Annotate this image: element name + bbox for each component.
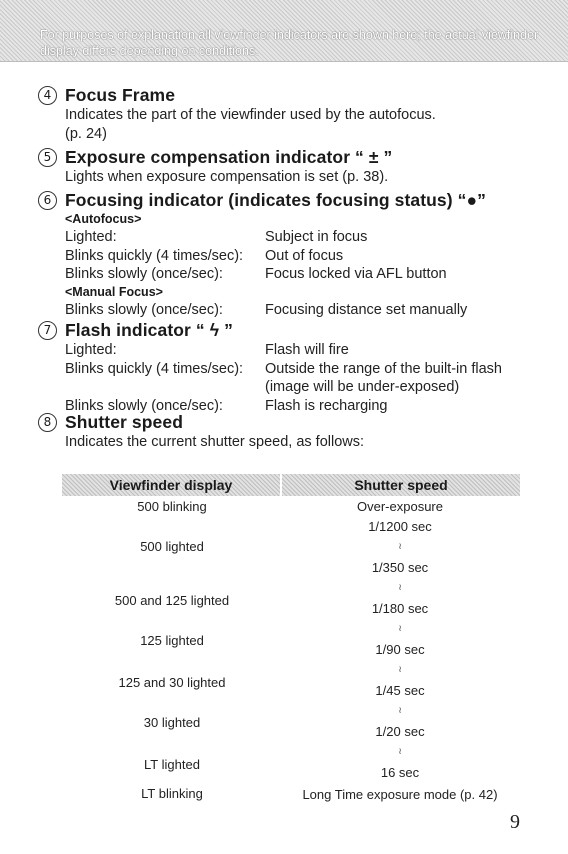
section-title: Focusing indicator (indicates focusing status) “●” — [65, 189, 487, 210]
status-value: Flash is recharging — [265, 397, 388, 414]
range-tilde: ≀ — [398, 623, 402, 633]
table-header — [62, 474, 520, 496]
section-title: Shutter speed — [65, 411, 183, 432]
body-line: Indicates the part of the viewfinder used by the autofocus. — [65, 107, 436, 123]
body-line: (p. 24) — [65, 125, 107, 142]
viewfinder-cell: LT lighted — [144, 757, 200, 772]
shutter-cell: 1/90 sec — [375, 642, 425, 657]
status-row — [38, 301, 548, 320]
status-value: Outside the range of the built-in flash (image will be under-exposed) — [265, 360, 502, 395]
status-value: Focusing distance set manually — [265, 301, 468, 318]
column-header-shutter: Shutter speed — [282, 474, 520, 496]
shutter-cell: 1/1200 sec — [368, 519, 432, 534]
range-tilde: ≀ — [398, 664, 402, 674]
shutter-cell: Long Time exposure mode (p. 42) — [302, 787, 498, 802]
status-row — [38, 360, 548, 397]
status-key: Blinks quickly (4 times/sec): — [65, 360, 244, 377]
viewfinder-cell: LT blinking — [141, 786, 203, 801]
status-row — [38, 265, 548, 284]
section-shutter-speed — [38, 411, 548, 452]
shutter-cell: 1/45 sec — [375, 683, 425, 698]
range-tilde: ≀ — [398, 541, 402, 551]
status-row — [38, 341, 548, 360]
item-number: 6 — [38, 191, 57, 210]
status-row — [38, 228, 548, 247]
header-banner — [0, 0, 568, 62]
status-value: Subject in focus — [265, 229, 368, 245]
status-value: Focus locked via AFL button — [265, 266, 447, 282]
body-line: Lights when exposure compensation is set (p. 38). — [65, 169, 389, 185]
section-exposure-compensation — [38, 146, 548, 187]
section-focus-frame — [38, 84, 548, 143]
status-key: Lighted: — [65, 342, 117, 358]
status-key: Blinks slowly (once/sec): — [65, 301, 223, 318]
shutter-cell: 1/180 sec — [371, 601, 429, 616]
status-key: Lighted: — [65, 229, 117, 245]
status-value: Flash will fire — [265, 342, 349, 358]
viewfinder-cell: 500 and 125 lighted — [114, 593, 230, 608]
body-line: Indicates the current shutter speed, as follows: — [65, 434, 365, 450]
status-row — [38, 247, 548, 266]
subheading-manual-focus: <Manual Focus> — [65, 284, 163, 299]
section-flash-indicator — [38, 319, 548, 415]
viewfinder-cell: 125 and 30 lighted — [118, 675, 226, 690]
item-number: 4 — [38, 86, 57, 105]
range-tilde: ≀ — [398, 582, 402, 592]
shutter-cell: 1/350 sec — [371, 560, 429, 575]
status-key: Blinks quickly (4 times/sec): — [65, 247, 244, 264]
section-title: Focus Frame — [65, 84, 176, 105]
shutter-cell: 1/20 sec — [375, 724, 425, 739]
page-number: 9 — [510, 811, 520, 833]
viewfinder-cell: 500 lighted — [140, 539, 204, 554]
status-value: Out of focus — [265, 247, 344, 264]
shutter-cell: Over-exposure — [357, 499, 443, 514]
viewfinder-cell: 125 lighted — [140, 633, 204, 648]
section-focusing-indicator — [38, 189, 548, 319]
viewfinder-cell: 30 lighted — [143, 715, 201, 730]
column-header-viewfinder: Viewfinder display — [62, 474, 280, 496]
section-title: Exposure compensation indicator “ ± ” — [65, 146, 393, 167]
subheading-autofocus: <Autofocus> — [65, 212, 142, 226]
range-tilde: ≀ — [398, 746, 402, 756]
status-key: Blinks slowly (once/sec): — [65, 397, 223, 414]
item-number: 7 — [38, 321, 57, 340]
banner-text: For purposes of explanation all viewfinder indicators are shown here; the actual viewfinder display differs depending on conditions. — [40, 28, 539, 58]
item-number: 8 — [38, 413, 57, 432]
viewfinder-cell: 500 blinking — [137, 499, 207, 514]
shutter-cell: 16 sec — [380, 765, 420, 780]
item-number: 5 — [38, 148, 57, 167]
range-tilde: ≀ — [398, 705, 402, 715]
section-title: Flash indicator “ ϟ ” — [65, 319, 233, 340]
status-key: Blinks slowly (once/sec): — [65, 266, 223, 282]
